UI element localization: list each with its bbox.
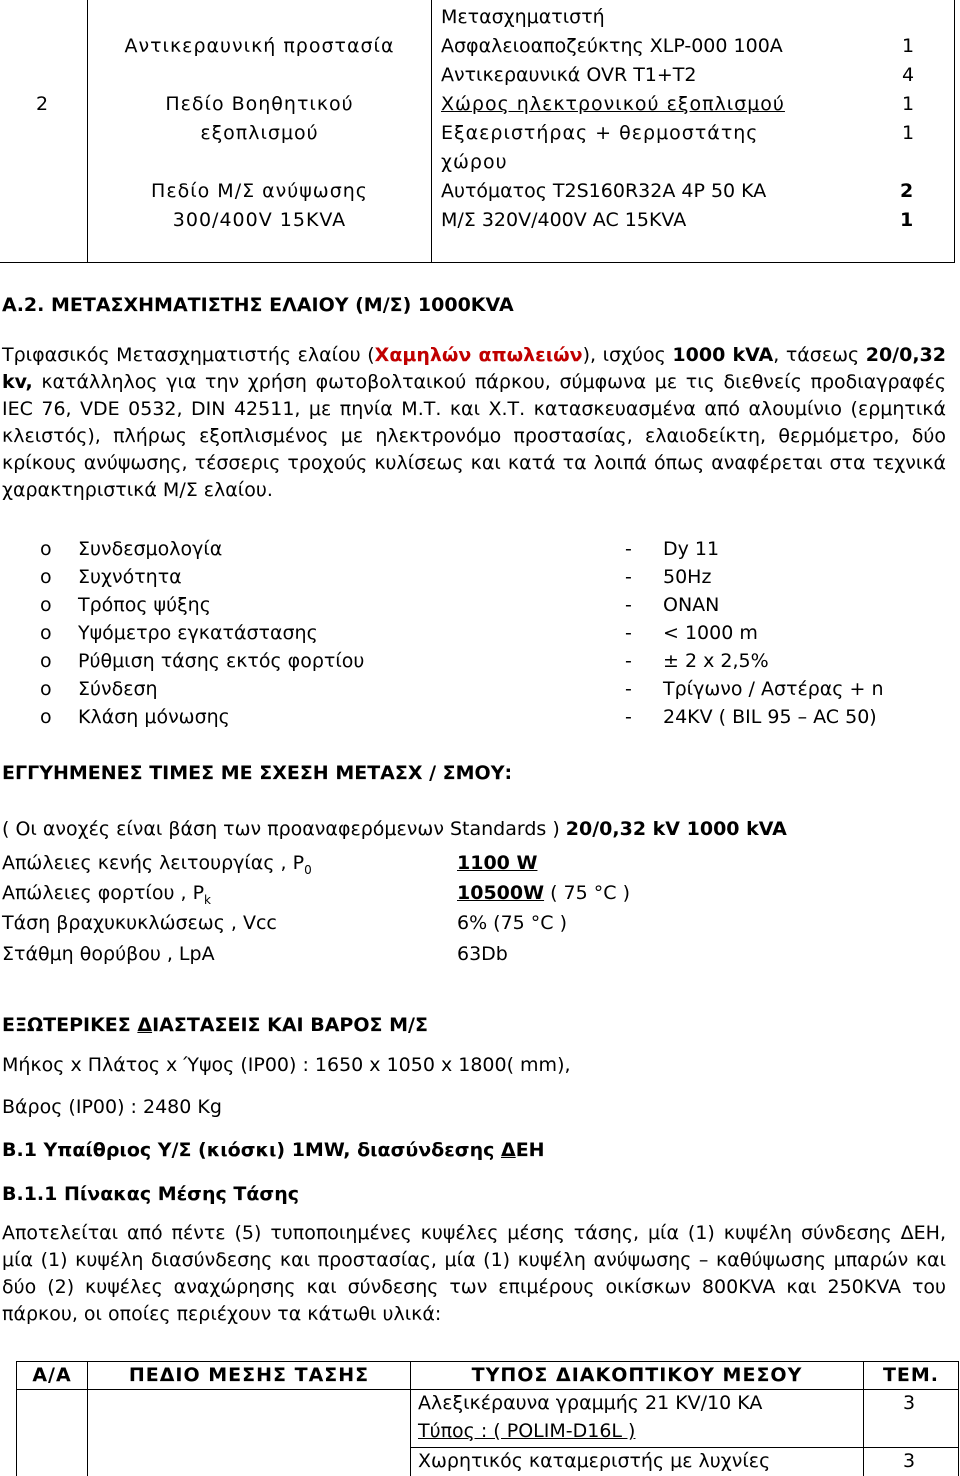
- spec-dash: -: [625, 566, 632, 588]
- mv-panel-description: Αποτελείται από πέντε (5) τυποποιημένες κυψέλες μέσης τάσης, μία (1) κυψέλη σύνδεσης ΔΕΗ, μία (1) κυψέλη διασύνδεσης και προστασίας, μία (1) κυψέλη ανύψωσης – καθύψωσης μπαρών και δύο (2) κυψέλες αναχώρησης και σύνδεσης των επιμέρους οικίσκων 800KVA και 250KVA του πάρκου, οι οποίες περιέχουν τα κάτωθι υλικά:: [2, 1222, 946, 1325]
- text-run: Απώλειες κενής λειτουργίας , P: [2, 852, 305, 874]
- text-run: ΙΑΣΤΑΣΕΙΣ ΚΑΙ ΒΑΡΟΣ Μ/Σ: [152, 1014, 428, 1036]
- bold-text: 1000 kVA: [672, 344, 774, 366]
- text-run: ( 75 °C ): [544, 882, 630, 904]
- text-run: ΕΞΩΤΕΡΙΚΕΣ: [2, 1014, 138, 1036]
- table-border: [16, 1361, 959, 1362]
- list-bullet: o: [40, 594, 52, 616]
- value-label: Στάθμη θορύβου , LpA: [2, 943, 215, 965]
- table-cell: Μ/Σ 320V/400V AC 15KVA: [441, 209, 687, 231]
- table-cell: 1: [902, 122, 915, 144]
- table-border: [16, 1389, 959, 1390]
- spec-label: Ρύθμιση τάσης εκτός φορτίου: [78, 650, 365, 672]
- table-header: ΤΥΠΟΣ ΔΙΑΚΟΠΤΙΚΟΥ ΜΕΣΟΥ: [471, 1364, 803, 1386]
- text-run: ΕΗ: [515, 1139, 545, 1161]
- table-cell: 1: [902, 35, 915, 57]
- value-label: [2, 882, 211, 907]
- table-border: [410, 1447, 959, 1448]
- table-border: [0, 262, 955, 263]
- table-border: [954, 0, 955, 263]
- table-cell: 1: [902, 93, 915, 115]
- spec-dash: -: [625, 678, 632, 700]
- table-cell: 4: [902, 64, 915, 86]
- bold-text: 20/0,32 kV 1000 kVA: [565, 818, 787, 840]
- table-cell: Αλεξικέραυνα γραμμής 21 KV/10 KA: [418, 1392, 763, 1414]
- spec-dash: -: [625, 622, 632, 644]
- spec-dash: -: [625, 594, 632, 616]
- table-cell: Αντικεραυνικά OVR T1+T2: [441, 64, 697, 86]
- tolerance-note: [2, 818, 787, 840]
- spec-dash: -: [625, 538, 632, 560]
- spec-label: Υψόμετρο εγκατάστασης: [78, 622, 318, 644]
- dimensions-weight: Βάρος (IP00) : 2480 Kg: [2, 1096, 222, 1118]
- dimensions-size: Μήκος x Πλάτος x Ύψος (IP00) : 1650 x 1050 x 1800( mm),: [2, 1054, 571, 1076]
- list-bullet: o: [40, 566, 52, 588]
- table-cell: Μετασχηματιστή: [441, 6, 605, 28]
- table-cell: εξοπλισμού: [200, 122, 319, 144]
- bold-text: 20/0,32 kv,: [2, 344, 946, 393]
- dimensions-heading: [2, 1014, 428, 1036]
- section-heading-b11: Β.1.1 Πίνακας Μέσης Τάσης: [2, 1183, 299, 1205]
- table-cell: Πεδίο Μ/Σ ανύψωσης: [151, 180, 368, 202]
- spec-value: 50Hz: [663, 566, 712, 588]
- list-bullet: o: [40, 706, 52, 728]
- value-label: [2, 852, 312, 877]
- table-border: [431, 0, 432, 263]
- table-cell: Τύπος : ( POLIM-D16L ): [418, 1420, 636, 1442]
- table-cell: Χωρητικός καταμεριστής με λυχνίες: [418, 1450, 771, 1472]
- spec-label: Συχνότητα: [78, 566, 182, 588]
- spec-value: ONAN: [663, 594, 720, 616]
- table-header: Α/Α: [32, 1364, 72, 1386]
- spec-value: < 1000 m: [663, 622, 758, 644]
- table-cell: Αντικεραυνική προστασία: [124, 35, 395, 57]
- transformer-description: [2, 342, 946, 504]
- text-run: Απώλειες φορτίου , P: [2, 882, 205, 904]
- list-bullet: o: [40, 622, 52, 644]
- table-cell: 300/400V 15KVA: [172, 209, 347, 231]
- bold-value: 1100 W: [457, 852, 538, 874]
- text-run: , τάσεως: [773, 344, 866, 366]
- section-heading-b1: [2, 1139, 545, 1161]
- text-run: ), ισχύος: [582, 344, 673, 366]
- table-cell: Αυτόματος T2S160R32A 4P 50 KA: [441, 180, 767, 202]
- text-run: Τριφασικός Μετασχηματιστής ελαίου (: [2, 344, 375, 366]
- text-run: κατάλληλος για την χρήση φωτοβολταικού πάρκου, σύμφωνα με τις διεθνείς προδιαγραφές IEC 76, VDE 0532, DIN 42511, με πηνία Μ.Τ. και Χ.Τ. κατασκευασμένα από αλουμίνιο (ερμητικά κλειστός), πλήρως εξοπλισμένος με ηλεκτρονόμο προστασίας, ελαιοδείκτη, θερμόμετρο, δύο κρίκους ανύψωσης, τέσσερις τροχούς κυλίσεως και κατά τα λοιπά όπως αναφέρεται στα τεχνικά χαρακτηριστικά Μ/Σ ελαίου.: [2, 371, 946, 501]
- subscript: k: [204, 892, 211, 907]
- section-heading-a2: Α.2. ΜΕΤΑΣΧΗΜΑΤΙΣΤΗΣ ΕΛΑΙΟΥ (Μ/Σ) 1000KVA: [2, 294, 514, 316]
- table-cell: Ασφαλειοαποζεύκτης XLP-000 100A: [441, 35, 783, 57]
- table-header: ΤΕΜ.: [882, 1364, 940, 1386]
- table-cell: 1: [900, 209, 914, 231]
- table-cell: 3: [903, 1392, 916, 1414]
- table-cell: Χώρος ηλεκτρονικού εξοπλισμού: [441, 93, 785, 115]
- spec-label: Συνδεσμολογία: [78, 538, 223, 560]
- table-cell: Εξαεριστήρας + θερμοστάτης: [441, 122, 759, 144]
- spec-label: Σύνδεση: [78, 678, 158, 700]
- text-run: Δ: [137, 1014, 153, 1036]
- list-bullet: o: [40, 538, 52, 560]
- spec-label: Κλάση μόνωσης: [78, 706, 230, 728]
- value-label: Τάση βραχυκυκλώσεως , Vcc: [2, 912, 277, 934]
- text-run: Β.1 Υπαίθριος Υ/Σ (κιόσκι) 1MW, διασύνδεσης: [2, 1139, 501, 1161]
- table-border: [958, 1361, 959, 1476]
- highlight-text: Χαμηλών απωλειών: [374, 344, 583, 366]
- value-cell: 63Db: [457, 943, 508, 965]
- table-cell: 3: [903, 1450, 916, 1472]
- list-bullet: o: [40, 678, 52, 700]
- spec-value: ± 2 x 2,5%: [663, 650, 769, 672]
- table-cell: 2: [900, 180, 914, 202]
- value-cell: [457, 852, 537, 874]
- spec-dash: -: [625, 706, 632, 728]
- table-cell: χώρου: [441, 151, 508, 173]
- table-cell: 2: [36, 93, 49, 115]
- text-run: ( Οι ανοχές είναι βάση των προαναφερόμενων Standards ): [2, 818, 566, 840]
- spec-value: Dy 11: [663, 538, 720, 560]
- table-cell: Πεδίο Βοηθητικού: [165, 93, 354, 115]
- spec-dash: -: [625, 650, 632, 672]
- spec-value: 24KV ( BIL 95 – AC 50): [663, 706, 877, 728]
- bold-value: 10500W: [457, 882, 545, 904]
- spec-value: Τρίγωνο / Αστέρας + n: [663, 678, 884, 700]
- text-run: Δ: [500, 1139, 516, 1161]
- value-cell: [457, 882, 630, 904]
- subscript: 0: [304, 862, 312, 877]
- table-header: ΠΕΔΙΟ ΜΕΣΗΣ ΤΑΣΗΣ: [128, 1364, 370, 1386]
- guaranteed-values-heading: ΕΓΓΥΗΜΕΝΕΣ ΤΙΜΕΣ ΜΕ ΣΧΕΣΗ ΜΕΤΑΣΧ / ΣΜΟΥ:: [2, 762, 513, 784]
- spec-label: Τρόπος ψύξης: [78, 594, 211, 616]
- value-cell: 6% (75 °C ): [457, 912, 568, 934]
- list-bullet: o: [40, 650, 52, 672]
